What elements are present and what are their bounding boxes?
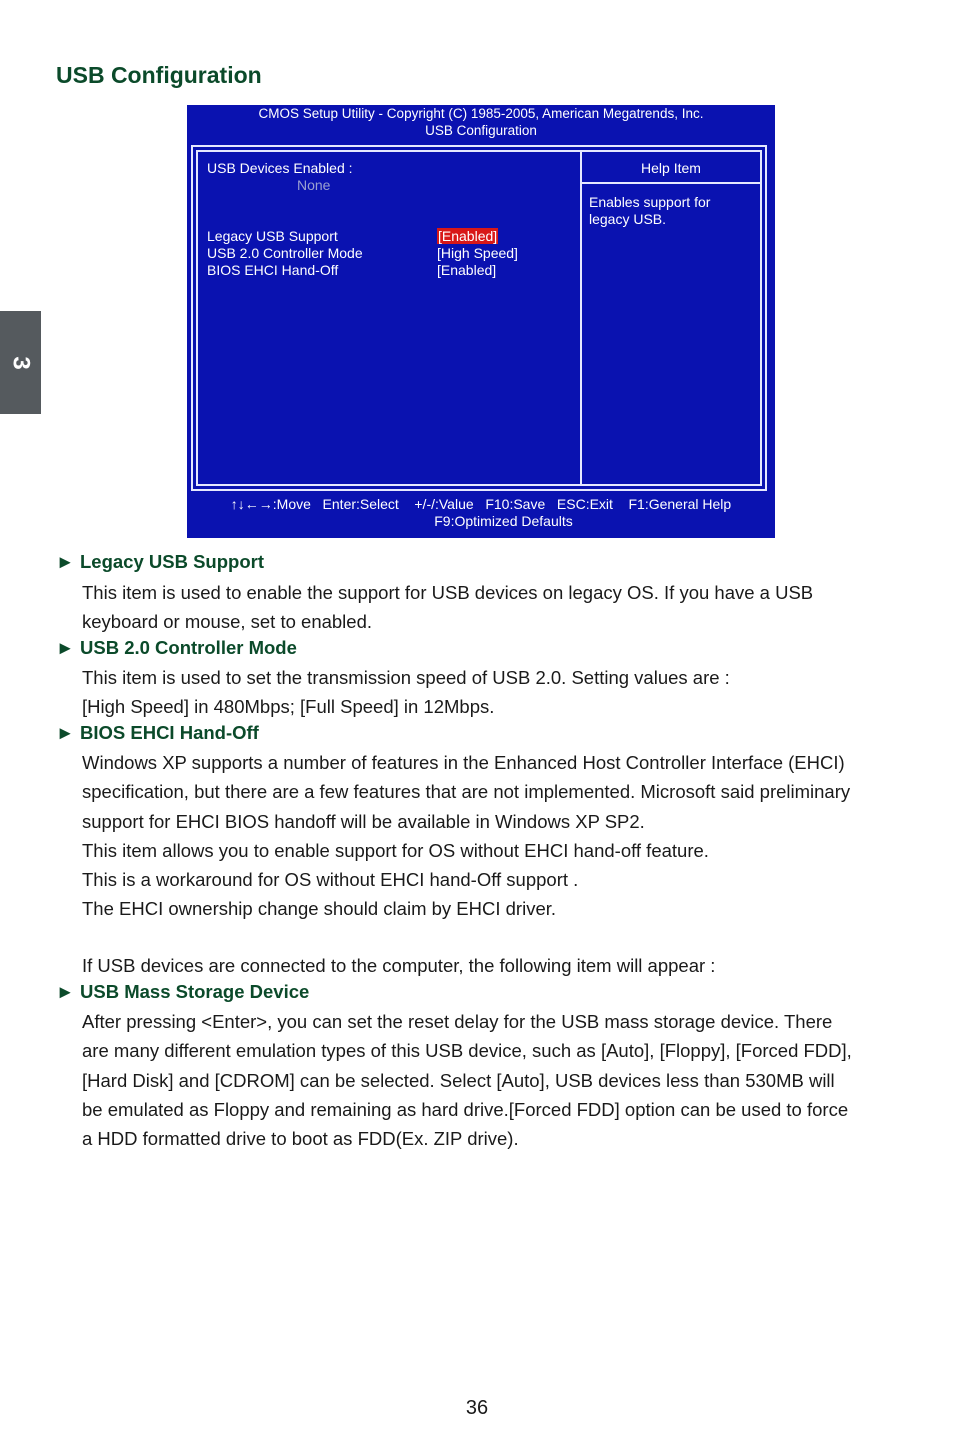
triangle-bullet-icon: ► bbox=[56, 637, 75, 658]
help-text bbox=[589, 194, 759, 228]
body-line: specification, but there are a few features that are not implemented. Microsoft said preliminary bbox=[82, 781, 851, 803]
triangle-bullet-icon: ► bbox=[56, 722, 75, 743]
body-line: keyboard or mouse, set to enabled. bbox=[82, 611, 373, 633]
bios-item-legacy-usb-value[interactable] bbox=[437, 228, 498, 244]
bios-frame bbox=[191, 145, 767, 491]
page-number: 36 bbox=[465, 1397, 489, 1419]
body-line: After pressing <Enter>, you can set the reset delay for the USB mass storage device. There bbox=[82, 1011, 833, 1032]
triangle-bullet-icon: ► bbox=[56, 981, 75, 1002]
help-title-separator bbox=[582, 182, 760, 184]
section-heading: ► USB 2.0 Controller Mode bbox=[56, 637, 297, 658]
help-text-line: Enables support for bbox=[589, 194, 711, 210]
body-line: support for EHCI BIOS handoff will be available in Windows XP SP2. bbox=[82, 810, 645, 832]
bios-key-legend bbox=[187, 496, 775, 530]
section-note: If USB devices are connected to the computer, the following item will appear : bbox=[82, 955, 716, 976]
triangle-bullet-icon: ► bbox=[56, 551, 75, 572]
section-heading: ► Legacy USB Support bbox=[56, 551, 264, 572]
bios-frame-inner bbox=[196, 150, 762, 486]
selected-value[interactable]: [Enabled] bbox=[438, 228, 498, 244]
section-body bbox=[82, 1007, 912, 1153]
bios-item-ehci-handoff-label[interactable]: BIOS EHCI Hand-Off bbox=[207, 262, 339, 278]
chapter-tab bbox=[0, 311, 41, 414]
body-line: a HDD formatted drive to boot as FDD(Ex. ZIP drive). bbox=[82, 1128, 519, 1150]
body-line: This item is used to set the transmission speed of USB 2.0. Setting values are : bbox=[82, 667, 730, 688]
section-body bbox=[82, 748, 912, 924]
section-body bbox=[82, 663, 912, 722]
chapter-number: 3 bbox=[7, 355, 35, 370]
key-legend-line: ↑↓←→:Move Enter:Select +/-/:Value F10:Save ESC:Exit F1:General Help bbox=[230, 496, 732, 512]
usb-devices-label: USB Devices Enabled : bbox=[207, 160, 353, 176]
body-line: [High Speed] in 480Mbps; [Full Speed] in 12Mbps. bbox=[82, 696, 495, 718]
section-heading: ► BIOS EHCI Hand-Off bbox=[56, 722, 259, 743]
bios-screen-title: USB Configuration bbox=[425, 123, 537, 138]
page-title: USB Configuration bbox=[56, 62, 262, 88]
bios-header bbox=[187, 105, 775, 139]
section-heading: ► USB Mass Storage Device bbox=[56, 981, 310, 1002]
bios-item-legacy-usb-label[interactable]: Legacy USB Support bbox=[207, 228, 338, 244]
bios-screenshot bbox=[187, 105, 775, 538]
body-line: This is a workaround for OS without EHCI hand-Off support . bbox=[82, 869, 579, 891]
bios-copyright: CMOS Setup Utility - Copyright (C) 1985-2005, American Megatrends, Inc. bbox=[258, 106, 704, 121]
help-text-line: legacy USB. bbox=[589, 211, 667, 227]
bios-item-usb2-mode-value[interactable]: [High Speed] bbox=[437, 245, 518, 261]
body-line: be emulated as Floppy and remaining as hard drive.[Forced FDD] option can be used to force bbox=[82, 1098, 849, 1120]
body-line: The EHCI ownership change should claim by EHCI driver. bbox=[82, 898, 557, 920]
body-line: are many different emulation types of this USB device, such as [Auto], [Floppy], [Forced FDD], bbox=[82, 1040, 852, 1062]
body-line: [Hard Disk] and [CDROM] can be selected. Select [Auto], USB devices less than 530MB will bbox=[82, 1069, 835, 1091]
section-body bbox=[82, 578, 912, 637]
key-legend-line: F9:Optimized Defaults bbox=[434, 513, 573, 529]
help-panel-divider bbox=[580, 152, 582, 484]
usb-devices-value: None bbox=[297, 177, 331, 193]
body-line: This item allows you to enable support for OS without EHCI hand-off feature. bbox=[82, 839, 709, 861]
body-line: Windows XP supports a number of features in the Enhanced Host Controller Interface (EHCI) bbox=[82, 752, 845, 773]
bios-item-ehci-handoff-value[interactable]: [Enabled] bbox=[437, 262, 497, 278]
bios-item-usb2-mode-label[interactable]: USB 2.0 Controller Mode bbox=[207, 245, 363, 261]
body-line: This item is used to enable the support for USB devices on legacy OS. If you have a USB bbox=[82, 582, 814, 603]
help-item-title: Help Item bbox=[641, 160, 701, 176]
